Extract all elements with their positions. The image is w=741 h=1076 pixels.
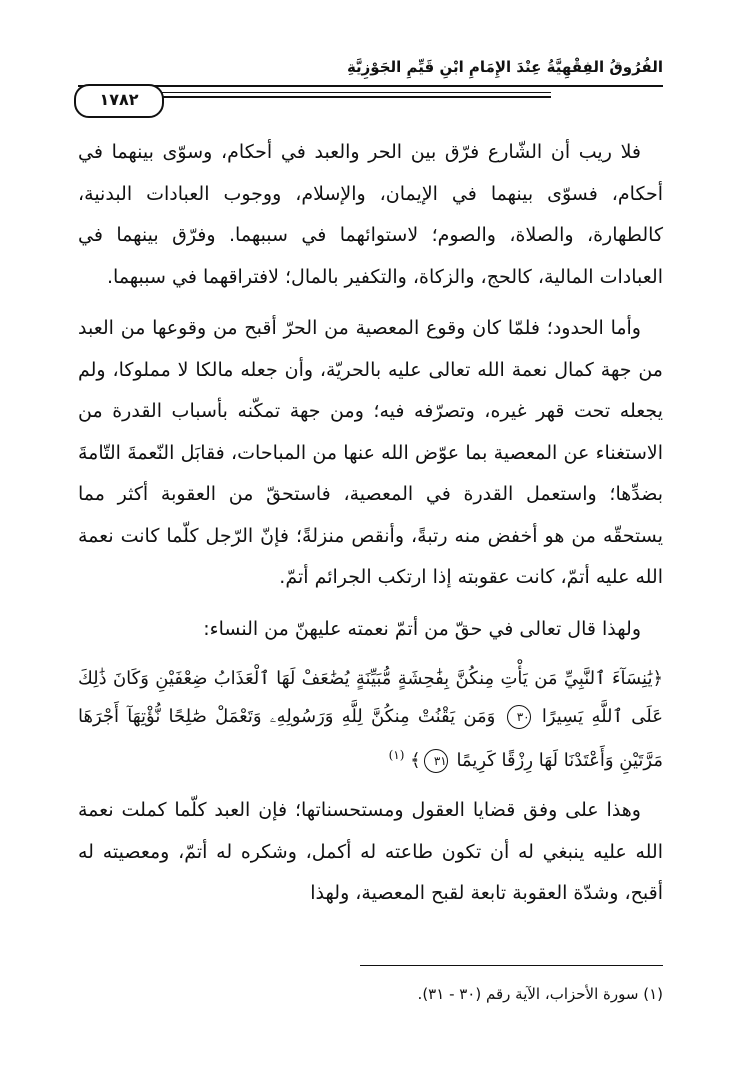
footnote-ref: (١) [388, 748, 405, 762]
quran-verse [78, 660, 663, 780]
paragraph-1: فلا ريب أن الشّارع فرّق بين الحر والعبد في أحكام، وسوّى بينهما في أحكام، فسوّى بينهما في الإيمان، والإسلام، ووجوب العبادات البدنية، كالطهارة، والصلاة، والصوم؛ لاستوائهما في سببهما. وفرّق بينهما في العبادات المالية، كالحج، والزكاة، والتكفير بالمال؛ لافتراقهما في سببهما. [78, 141, 663, 288]
quran-text-part2: وَمَن يَقْنُتْ مِنكُنَّ لِلَّهِ وَرَسُولِهِۦ وَتَعْمَلْ صَٰلِحًا نُّؤْتِهَآ أَجْرَهَا مَرَّتَيْنِ وَأَعْتَدْنَا لَهَا رِزْقًا كَرِيمًا [78, 706, 663, 771]
quran-close-bracket: ﴾ [410, 750, 421, 771]
paragraph-2: وأما الحدود؛ فلمّا كان وقوع المعصية من الحرّ أقبح من وقوعها من العبد من جهة كمال نعمة الله تعالى عليه بالحريّة، وأن جعله مالكا لا مملوكا، ولم يجعله تحت قهر غيره، وتصرّفه فيه؛ ومن جهة تمكّنه بأسباب القدرة من الاستغناء عن المعصية بما عوّض الله عنها من المباحات، فقابَل النّعمةَ التّامةَ بضدِّها؛ واستعمل القدرة في المعصية، فاستحقّ من العقوبة أكثر مما يستحقّه من هو أخفض منه رتبةً، وأنقص منزلةً؛ فإنّ الرّجل كلّما كانت نعمة الله عليه أتمّ، كانت عقوبته إذا ارتكب الجرائم أتمّ. [78, 317, 663, 588]
quran-text-part1: ﴿يَٰنِسَآءَ ٱلنَّبِيِّ مَن يَأْتِ مِنكُنَّ بِفَٰحِشَةٍ مُّبَيِّنَةٍ يُضَٰعَفْ لَهَا ٱلْعَذَابُ ضِعْفَيْنِ وَكَانَ ذَٰلِكَ عَلَى ٱللَّهِ يَسِيرًا [78, 668, 663, 727]
footnote-separator [360, 965, 663, 966]
footnote: (١) سورة الأحزاب، الآية رقم (٣٠ - ٣١). [417, 985, 663, 1003]
book-title: الفُرُوقُ الفِقْهِيَّةُ عِنْدَ الإِمَامِ ابْنِ قَيِّمِ الجَوْزِيَّةِ [346, 58, 663, 76]
page-number: ١٧٨٢ [74, 84, 164, 118]
ayah-number-30: ٣٠ [507, 705, 531, 729]
ayah-number-31: ٣١ [424, 749, 448, 773]
paragraph-4: وهذا على وفق قضايا العقول ومستحسناتها؛ فإن العبد كلّما كملت نعمة الله عليه ينبغي له أن تكون طاعته له أكمل، وشكره له أتمّ، ومعصيته له أقبح، وشدّة العقوبة تابعة لقبح المعصية، ولهذا [78, 799, 663, 904]
header-rule [78, 85, 663, 87]
page-body [78, 132, 663, 925]
paragraph-3: ولهذا قال تعالى في حقّ من أتمّ نعمته عليهنّ من النساء: [203, 617, 641, 640]
